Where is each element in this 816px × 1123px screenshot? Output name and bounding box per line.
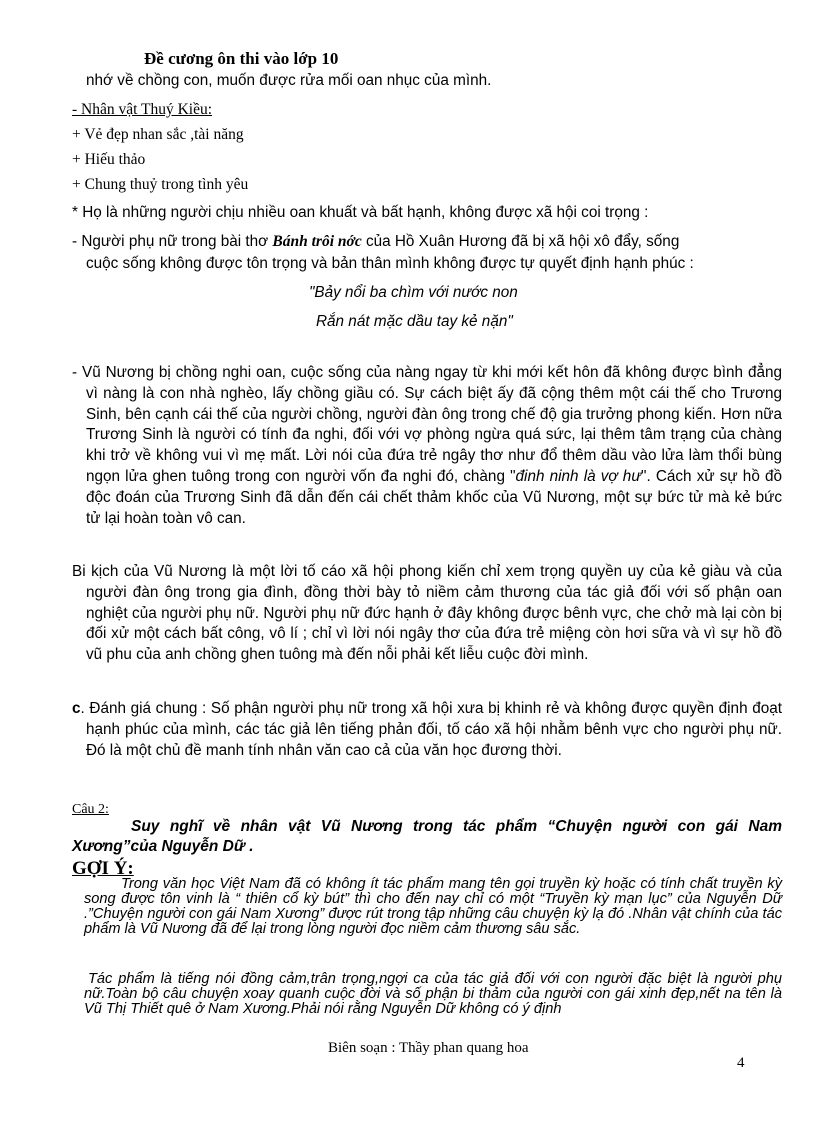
paragraph-danh-gia bbox=[72, 699, 782, 761]
text-span: - Người phụ nữ trong bài thơ bbox=[72, 233, 273, 250]
hint-paragraph: Trong văn học Việt Nam đã có không ít tác phẩm mang tên gọi truyền kỳ hoặc có tính chất truyền kỳ song được tôn vinh là “ thiên cổ kỳ bút” thì cho đến nay chỉ có một “Truyền kỳ mạn lục” của Nguyễn Dữ .”Chuyện người con gái Nam Xương” được rút trong tập những câu chuyện kỳ lạ đó .Nhân vật chính của tác phẩm là Vũ Nương đã để lại trong lòng người đọc niềm cảm thương sâu sắc. bbox=[84, 876, 782, 937]
paragraph-bi-kich bbox=[72, 562, 782, 666]
text-span: ". Cách xử sự hồ đồ độc đoán của Trương Sinh đã dẫn đến cái chết thảm khốc của Vũ Nương, một sự bức tử mà kẻ bức tử lại hoàn toàn vô can. bbox=[86, 467, 782, 527]
text-span: của Hồ Xuân Hương đã bị xã hội xô đẩy, sống bbox=[361, 233, 680, 250]
paragraph-body bbox=[72, 699, 782, 761]
section-heading-thuy-kieu: - Nhân vật Thuý Kiều: bbox=[72, 101, 213, 118]
text-span: . Đánh giá chung : Số phận người phụ nữ trong xã hội xưa bị khinh rẻ và không được quyền định đoạt hạnh phúc của mình, các tác giả lên tiếng phản đối, tố cáo xã hội nhằm bênh vực cho người phụ nữ. Đó là một chủ đề manh tính nhân văn cao cả của văn học đương thời. bbox=[80, 700, 782, 759]
hint-heading: GỢI Ý: bbox=[72, 858, 134, 879]
list-item: + Hiếu thảo bbox=[72, 151, 146, 168]
poem-line: "Bảy nổi ba chìm với nước non bbox=[309, 284, 518, 301]
list-item: + Chung thuỷ trong tình yêu bbox=[72, 176, 249, 193]
page-footer: Biên soạn : Thầy phan quang hoa bbox=[328, 1040, 529, 1056]
list-item: + Vẻ đẹp nhan sắc ,tài năng bbox=[72, 126, 244, 143]
question-text bbox=[72, 817, 782, 857]
question-label: Câu 2: bbox=[72, 802, 109, 817]
text-line bbox=[72, 233, 679, 251]
paragraph-vu-nuong bbox=[72, 363, 782, 529]
page-header: Đề cương ôn thi vào lớp 10 bbox=[144, 49, 339, 68]
text-line: nhớ về chồng con, muốn được rửa mối oan nhục của mình. bbox=[86, 72, 492, 89]
poem-line: Rắn nát mặc dầu tay kẻ nặn" bbox=[316, 313, 513, 330]
hint-paragraph: Tác phẩm là tiếng nói đồng cảm,trân trọng,ngợi ca của tác giả đối với con người đặc biệt là người phụ nữ.Toàn bộ câu chuyện xoay quanh cuộc đời và số phận bi thảm của người con gái xinh đẹp,nết na tên là Vũ Thị Thiết quê ở Nam Xương.Phải nói rằng Nguyễn Dữ không có ý định bbox=[84, 971, 782, 1017]
paragraph-body: Bi kịch của Vũ Nương là một lời tố cáo xã hội phong kiến chỉ xem trọng quyền uy của kẻ giàu và của người đàn ông trong gia đình, đồng thời bày tỏ niềm cảm thương của tác giả đối với số phận oan nghiệt của người phụ nữ. Người phụ nữ đức hạnh ở đây không được bênh vực, che chở mà lại còn bị đối xử một cách bất công, vô lí ; chỉ vì lời nói ngây thơ của đứa trẻ miệng còn hơi sữa và vì sự hồ đồ vũ phu của anh chồng ghen tuông mà đến nỗi phải kết liễu cuộc đời mình. bbox=[72, 563, 782, 664]
page-number: 4 bbox=[737, 1055, 745, 1071]
quote-span: đinh ninh là vợ hư bbox=[515, 467, 642, 485]
question-body: Suy nghĩ về nhân vật Vũ Nương trong tác phẩm “Chuyện người con gái Nam Xương”của Nguyễn Dữ . bbox=[72, 818, 782, 855]
text-line: cuộc sống không được tôn trọng và bản thân mình không được tự quyết định hạnh phúc : bbox=[86, 255, 694, 272]
item-label: c bbox=[72, 700, 81, 717]
text-line: * Họ là những người chịu nhiều oan khuất và bất hạnh, không được xã hội coi trọng : bbox=[72, 204, 649, 221]
paragraph-body bbox=[72, 363, 782, 529]
text-span: - Vũ Nương bị chồng nghi oan, cuộc sống của nàng ngay từ khi mới kết hôn đã không được bình đẳng vì nàng là con nhà nghèo, lấy chồng giầu có. Sự cách biệt ấy đã cộng thêm một cái thế cho Trương Sinh, bên cạnh cái thế của người chồng, người đàn ông trong chế độ gia trưởng phong kiến. Hơn nữa Trương Sinh là người có tính đa nghi, đối với vợ phòng ngừa quá sức, lại thêm tâm trạng của chàng khi trở về không vui vì mẹ mất. Lời nói của đứa trẻ ngây thơ như đổ thêm dầu vào lửa làm thổi bùng ngọn lửa ghen tuông trong con người vốn đa nghi đó, chàng " bbox=[72, 364, 782, 485]
poem-title: Bánh trôi nớc bbox=[272, 233, 362, 250]
